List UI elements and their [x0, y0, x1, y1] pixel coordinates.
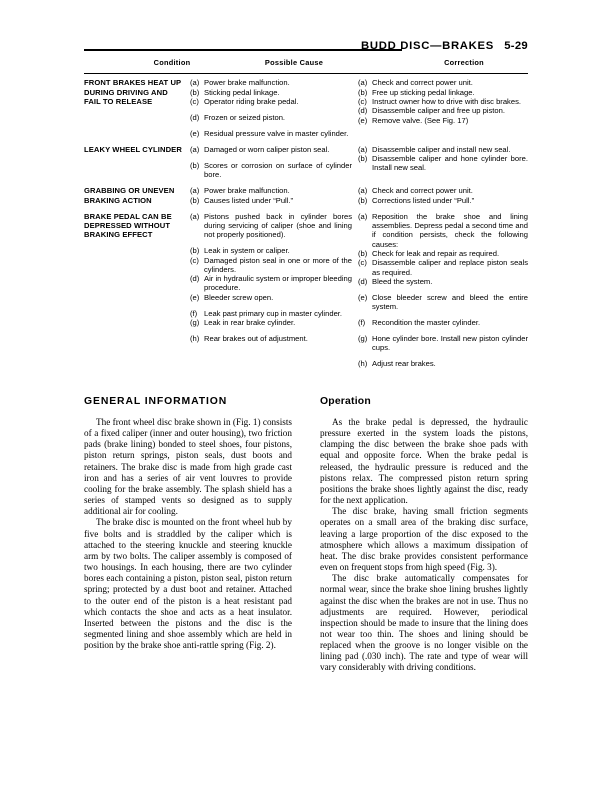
- item-text: Air in hydraulic system or improper bleeding procedure.: [204, 274, 352, 293]
- table-row-inner: [84, 212, 528, 368]
- item-text: Residual pressure valve in master cylinder.: [204, 128, 349, 138]
- list-item: [358, 88, 528, 97]
- item-text: Free up sticking pedal linkage.: [372, 87, 475, 97]
- column-header-correction: Correction: [444, 58, 484, 67]
- table-row-inner: [84, 78, 528, 137]
- item-text: Disassemble caliper and install new seal.: [372, 144, 511, 154]
- item-label: (b): [358, 87, 368, 97]
- heading-general-information: GENERAL INFORMATION: [84, 396, 228, 407]
- item-label: (e): [190, 292, 200, 302]
- list-item: [190, 97, 352, 106]
- table-row-inner: [84, 145, 528, 179]
- item-text: Recondition the master cylinder.: [372, 317, 481, 327]
- item-label: (g): [190, 317, 200, 327]
- list-item: [190, 145, 352, 154]
- item-text: Rear brakes out of adjustment.: [204, 333, 308, 343]
- item-text: Close bleeder screw and bleed the entire system.: [372, 292, 528, 312]
- table-row: [84, 186, 528, 205]
- list-item: [358, 212, 528, 249]
- item-label: (a): [358, 144, 368, 154]
- item-label: (c): [190, 255, 199, 265]
- item-text: Bleeder screw open.: [204, 292, 274, 302]
- item-text: Pistons pushed back in cylinder bores during servicing of caliper (shoe and lining not properly positioned).: [204, 211, 352, 240]
- list-item: [358, 106, 528, 115]
- item-label: (e): [190, 128, 200, 138]
- list-item: [358, 97, 528, 106]
- cell-possible-cause: [190, 145, 358, 179]
- item-label: (h): [358, 358, 368, 368]
- item-label: (a): [190, 211, 200, 221]
- item-text: Causes listed under “Pull.”: [204, 195, 294, 205]
- list-item: [358, 196, 528, 205]
- list-item: [358, 154, 528, 173]
- list-item: [358, 318, 528, 327]
- item-label: (b): [190, 87, 200, 97]
- item-text: Damaged or worn caliper piston seal.: [204, 144, 330, 154]
- cell-correction: [358, 186, 528, 205]
- item-label: (f): [190, 308, 198, 318]
- item-text: Adjust rear brakes.: [372, 358, 436, 368]
- item-text: Bleed the system.: [372, 276, 433, 286]
- list-item: [190, 161, 352, 180]
- table-row: [84, 78, 528, 137]
- table-header-row: [84, 58, 528, 72]
- item-label: (c): [358, 96, 367, 106]
- item-label: (f): [358, 317, 366, 327]
- item-text: Reposition the brake shoe and lining assemblies. Depress pedal a second time and if condition persists, check the following causes:: [372, 211, 528, 249]
- item-label: (e): [358, 292, 368, 302]
- cell-correction: [358, 145, 528, 173]
- item-text: Hone cylinder bore. Install new piston cylinder cups.: [372, 333, 528, 352]
- item-label: (a): [190, 144, 200, 154]
- list-item: [190, 293, 352, 302]
- item-text: Frozen or seized piston.: [204, 112, 286, 122]
- list-item: [190, 129, 352, 138]
- list-item: [190, 309, 352, 318]
- list-item: [190, 212, 352, 240]
- item-label: (b): [358, 249, 368, 259]
- item-label: (b): [358, 154, 368, 164]
- cell-possible-cause: [190, 186, 358, 205]
- item-text: Check and correct power unit.: [372, 186, 473, 196]
- list-item: [190, 113, 352, 122]
- item-label: (a): [358, 211, 368, 221]
- item-label: (b): [190, 246, 200, 256]
- item-text: Damaged piston seal in one or more of the cylinders.: [204, 255, 352, 274]
- cell-possible-cause: [190, 78, 358, 137]
- running-head: [84, 40, 528, 58]
- item-text: Power brake malfunction.: [204, 78, 290, 88]
- list-item: [358, 78, 528, 87]
- item-label: (c): [358, 258, 367, 268]
- paragraph: As the brake pedal is depressed, the hydraulic pressure exerted in the system loads the pistons, clamping the disc between the brake shoe pads with equal and opposite force. When the brake pedal is released, the hydraulic pressure is reduced and the pistons relax. The compressed piston return spring positions the brake shoes lightly against the disc, ready for the next application.: [320, 417, 528, 506]
- column-right: [320, 396, 528, 674]
- cell-condition: GRABBING OR UNEVEN BRAKING ACTION: [84, 186, 175, 205]
- paragraph: The brake disc is mounted on the front wheel hub by five bolts and is straddled by the caliper which is attached to the steering knuckle and steering knuckle arm by two bolts. The caliper assembly is composed of two housings. In each housing, there are two cylinder bores each containing a piston, piston seal, piston return spring; protected by a dust boot and retainer. Attached to the outer end of the piston is a heat resistant pad which contacts the shoe and acts as a heat insulator. Inserted between the pistons and the disc is the segmented lining and shoe assembly which are held in position by the brake shoe anti-rattle spring (Fig. 2).: [84, 517, 292, 651]
- list-item: [358, 145, 528, 154]
- heading-operation: Operation: [320, 396, 371, 407]
- list-item: [358, 186, 528, 195]
- list-item: [358, 359, 528, 368]
- list-item: [190, 186, 352, 195]
- paragraph: The disc brake, having small friction segments operates on a small area of the braking disc surface, leaving a large proportion of the disc exposed to the atmosphere which allows a maximum dissipation of heat. The disc brake provides consistent performance even on frequent stops from high speed (Fig. 3).: [320, 506, 528, 573]
- item-text: Check for leak and repair as required.: [372, 249, 500, 259]
- item-text: Sticking pedal linkage.: [204, 87, 280, 97]
- list-item: [190, 196, 352, 205]
- item-text: Power brake malfunction.: [204, 186, 290, 196]
- item-text: Remove valve. (See Fig. 17): [372, 115, 469, 125]
- table-body: [84, 74, 528, 368]
- list-item: [358, 258, 528, 277]
- paragraph: The front wheel disc brake shown in (Fig. 1) consists of a fixed caliper (inner and outer housing), two friction pads (brake lining) bonded to steel shoes, four pistons, piston return springs, piston seals, dust boots and retainers. The brake disc is made from high grade cast iron and has a series of air vent louvres to provide cooling for the brake assembly. The splash shield has a series of stamped vents so designed as to supply additional air for cooling.: [84, 417, 292, 517]
- item-label: (h): [190, 333, 200, 343]
- item-label: (b): [190, 195, 200, 205]
- item-label: (c): [190, 96, 199, 106]
- item-text: Check and correct power unit.: [372, 78, 473, 88]
- item-text: Disassemble caliper and free up piston.: [372, 106, 505, 116]
- list-item: [190, 256, 352, 275]
- item-text: Disassemble caliper and replace piston seals as required.: [372, 258, 528, 277]
- item-text: Corrections listed under “Pull.”: [372, 195, 475, 205]
- paragraph: The disc brake automatically compensates for normal wear, since the brake shoe lining brushes lightly against the disc when the brakes are not in use. Thus no adjustments are required. However, periodical inspection should be made to insure that the lining does not wear too thin. The shoes and lining should be replaced when the groove is no longer visible on the lining pad (.030 inch). The rate and type of wear will vary considerably with driving conditions.: [320, 573, 528, 673]
- list-item: [358, 277, 528, 286]
- table-row: [84, 145, 528, 179]
- list-item: [190, 334, 352, 343]
- item-label: (d): [358, 106, 368, 116]
- list-item: [190, 274, 352, 293]
- cell-correction: [358, 212, 528, 368]
- header-rule: [84, 49, 402, 51]
- item-label: (g): [358, 333, 368, 343]
- table-row: [84, 212, 528, 368]
- general-information-body: [84, 417, 292, 651]
- item-text: Scores or corrosion on surface of cylinder bore.: [204, 160, 352, 179]
- item-text: Leak past primary cup in master cylinder.: [204, 308, 343, 318]
- list-item: [358, 116, 528, 125]
- section-title: BUDD DISC—BRAKES: [361, 40, 494, 52]
- column-header-possible-cause: Possible Cause: [264, 58, 324, 67]
- item-label: (e): [358, 115, 368, 125]
- item-label: (d): [190, 112, 200, 122]
- diagnosis-table: [84, 58, 528, 375]
- item-label: (a): [358, 78, 368, 88]
- cell-correction: [358, 78, 528, 124]
- list-item: [190, 78, 352, 87]
- list-item: [358, 293, 528, 312]
- item-label: (a): [190, 78, 200, 88]
- cell-condition: BRAKE PEDAL CAN BE DEPRESSED WITHOUT BRAKING EFFECT: [84, 211, 172, 240]
- item-text: Disassemble caliper and hone cylinder bore. Install new seal.: [372, 154, 528, 173]
- table-row-inner: [84, 186, 528, 205]
- column-header-condition: Condition: [153, 58, 191, 67]
- list-item: [190, 318, 352, 327]
- list-item: [190, 246, 352, 255]
- item-text: Instruct owner how to drive with disc brakes.: [372, 96, 521, 106]
- item-label: (a): [358, 186, 368, 196]
- page-number: 5-29: [504, 40, 528, 52]
- cell-possible-cause: [190, 212, 358, 343]
- item-label: (d): [190, 274, 200, 284]
- cell-condition: FRONT BRAKES HEAT UP DURING DRIVING AND FAIL TO RELEASE: [84, 78, 182, 106]
- article-columns: [84, 396, 528, 686]
- item-text: Leak in system or caliper.: [204, 246, 290, 256]
- list-item: [190, 88, 352, 97]
- item-label: (b): [190, 160, 200, 170]
- item-text: Operator riding brake pedal.: [204, 96, 299, 106]
- cell-condition: LEAKY WHEEL CYLINDER: [84, 144, 182, 154]
- item-label: (a): [190, 186, 200, 196]
- list-item: [358, 249, 528, 258]
- item-text: Leak in rear brake cylinder.: [204, 317, 296, 327]
- item-label: (d): [358, 276, 368, 286]
- item-label: (b): [358, 195, 368, 205]
- operation-body: [320, 417, 528, 674]
- column-left: [84, 396, 292, 651]
- list-item: [358, 334, 528, 353]
